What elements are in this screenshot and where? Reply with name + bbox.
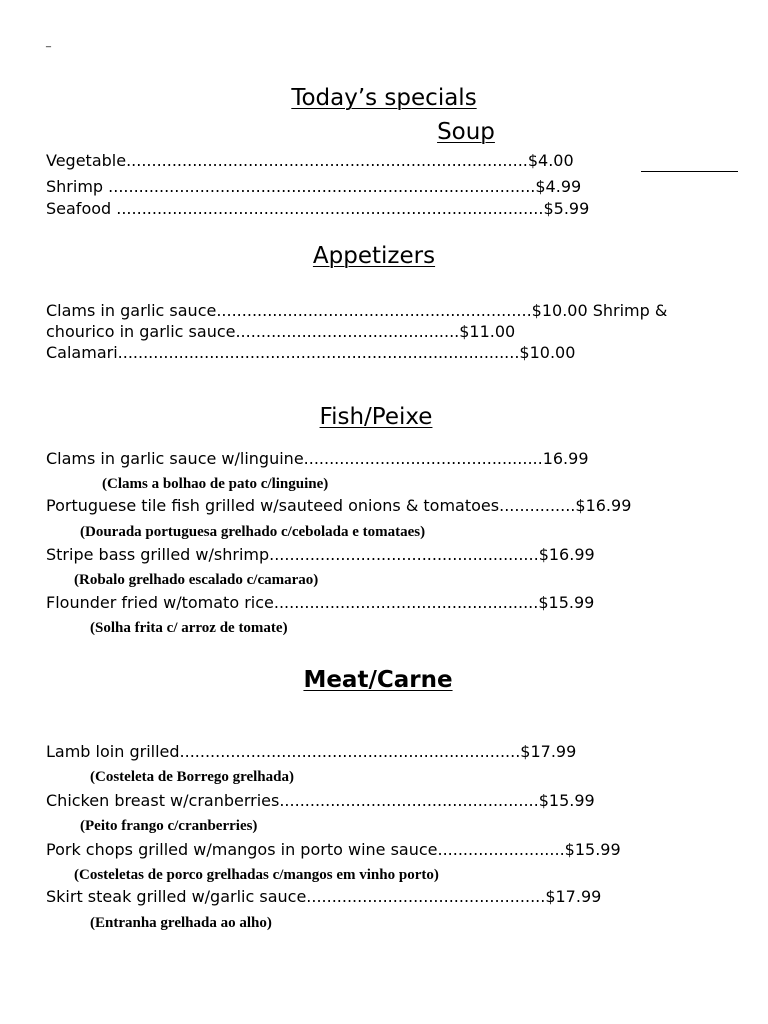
appetizer-line-3: Calamari...............................................................................$10.00 xyxy=(46,343,576,362)
meat-item: Skirt steak grilled w/garlic sauce...............................................$17.99 xyxy=(46,887,602,906)
fish-heading: Fish/Peixe xyxy=(319,404,433,430)
meat-item-translation: (Costeletas de porco grelhadas c/mangos em vinho porto) xyxy=(74,867,439,883)
soup-item-seafood: Seafood ....................................................................................$5.99 xyxy=(46,199,590,218)
meat-item-translation: (Costeleta de Borrego grelhada) xyxy=(90,769,294,785)
meat-heading: Meat/Carne xyxy=(303,667,453,693)
page-title: Today’s specials xyxy=(291,85,477,111)
fish-item: Portuguese tile fish grilled w/sauteed onions & tomatoes...............$16.99 xyxy=(46,496,632,515)
meat-item-translation: (Peito frango c/cranberries) xyxy=(80,818,258,834)
appetizer-line-2: chourico in garlic sauce............................................$11.00 xyxy=(46,322,516,341)
fish-item: Clams in garlic sauce w/linguine...............................................16.99 xyxy=(46,449,589,468)
soup-heading: Soup xyxy=(437,119,495,145)
fish-item-translation: (Clams a bolhao de pato c/linguine) xyxy=(102,476,329,492)
fish-item-translation: (Solha frita c/ arroz de tomate) xyxy=(90,620,288,636)
meat-item-translation: (Entranha grelhada ao alho) xyxy=(90,915,272,931)
meat-item: Pork chops grilled w/mangos in porto wine sauce.........................$15.99 xyxy=(46,840,621,859)
soup-item-vegetable: Vegetable...............................................................................$4.00 xyxy=(46,151,574,170)
fish-item-translation: (Robalo grelhado escalado c/camarao) xyxy=(74,572,319,588)
trailing-rule xyxy=(641,171,738,172)
appetizers-heading: Appetizers xyxy=(312,243,436,269)
fish-item-translation: (Dourada portuguesa grelhado c/cebolada e tomataes) xyxy=(80,524,426,540)
appetizer-line-1: Clams in garlic sauce..............................................................$10.00 Shrimp & xyxy=(46,301,668,320)
meat-item: Lamb loin grilled...................................................................$17.99 xyxy=(46,742,577,761)
fish-item: Stripe bass grilled w/shrimp.....................................................$16.99 xyxy=(46,545,595,564)
fish-item: Flounder fried w/tomato rice....................................................$15.99 xyxy=(46,593,595,612)
soup-item-shrimp: Shrimp ....................................................................................$4.99 xyxy=(46,177,582,196)
header-mark: _ xyxy=(46,37,51,48)
meat-item: Chicken breast w/cranberries...................................................$15.99 xyxy=(46,791,595,810)
